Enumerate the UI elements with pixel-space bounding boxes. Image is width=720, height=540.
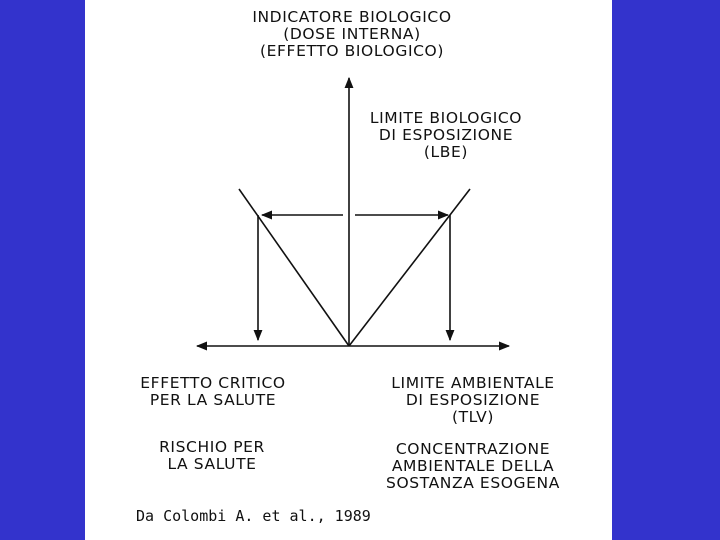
tlv-label [375, 375, 571, 426]
source-credit: Da Colombi A. et al., 1989 [136, 507, 371, 525]
y-axis-label [244, 9, 460, 60]
concentration-line-1: CONCENTRAZIONE [395, 440, 551, 458]
lbe-label [360, 110, 532, 161]
tlv-label-line-3: (TLV) [451, 408, 495, 426]
critical-effect-line-1: EFFETTO CRITICO [140, 374, 286, 392]
lbe-label-line-3: (LBE) [423, 143, 469, 161]
lbe-label-line-2: DI ESPOSIZIONE [378, 126, 514, 144]
concentration-line-2: AMBIENTALE DELLA [391, 457, 555, 475]
lbe-label-line-1: LIMITE BIOLOGICO [369, 109, 523, 127]
critical-effect-line-2: PER LA SALUTE [149, 391, 277, 409]
y-axis-label-line-1: INDICATORE BIOLOGICO [252, 8, 452, 26]
concentration-label [375, 441, 571, 492]
health-risk-label [147, 439, 277, 473]
y-axis-label-line-2: (DOSE INTERNA) [283, 25, 421, 43]
y-axis-label-line-3: (EFFETTO BIOLOGICO) [260, 42, 444, 60]
right-v-branch [349, 189, 470, 346]
left-v-branch [239, 189, 349, 346]
critical-effect-label [129, 375, 297, 409]
health-risk-line-1: RISCHIO PER [159, 438, 265, 456]
tlv-label-line-1: LIMITE AMBIENTALE [391, 374, 555, 392]
health-risk-line-2: LA SALUTE [167, 455, 257, 473]
tlv-label-line-2: DI ESPOSIZIONE [405, 391, 541, 409]
concentration-line-3: SOSTANZA ESOGENA [386, 474, 560, 492]
